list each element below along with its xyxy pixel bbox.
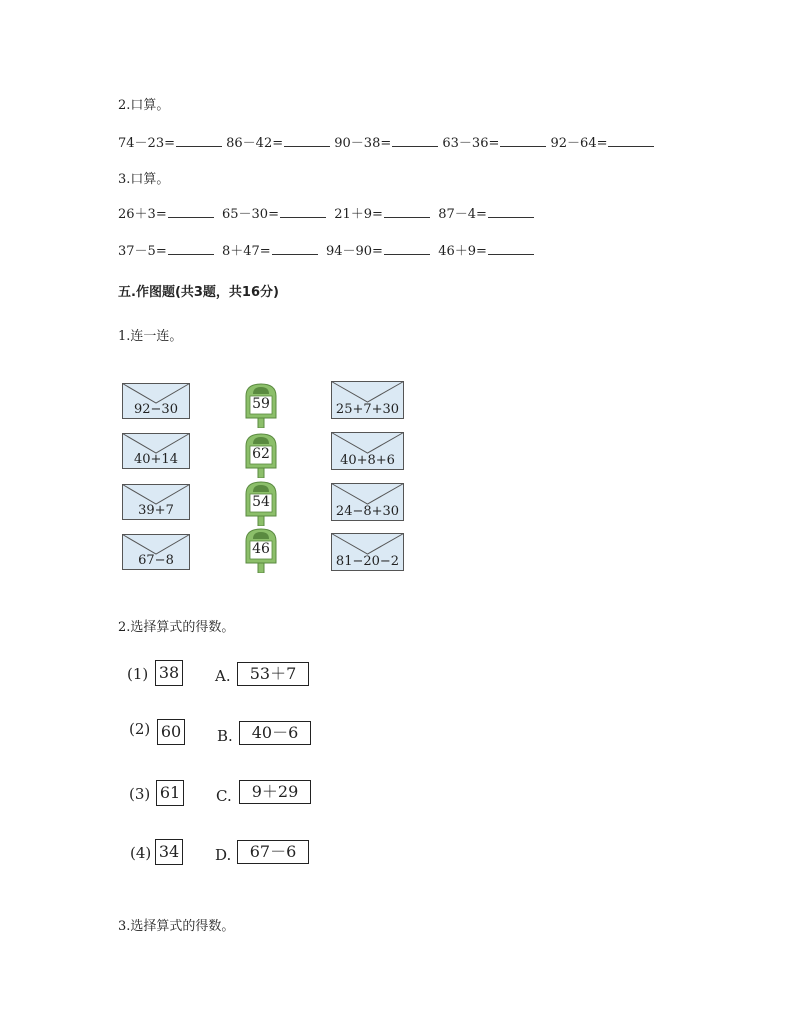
q3-title: 3.口算。 (118, 172, 170, 187)
envelope-right-1[interactable] (331, 381, 404, 419)
answer-blank[interactable] (280, 216, 326, 218)
envelope-label: 40+8+6 (340, 453, 395, 468)
envelope-label: 39+7 (138, 503, 174, 518)
choose-number-box[interactable]: 38 (155, 660, 183, 686)
envelope-left-3[interactable] (122, 484, 190, 520)
q2-equations (118, 132, 654, 151)
envelope-left-2[interactable] (122, 433, 190, 469)
mailbox-number: 54 (252, 494, 270, 510)
q2-title: 2.口算。 (118, 98, 170, 113)
mailbox-1[interactable] (243, 382, 279, 428)
choose3-title: 3.选择算式的得数。 (118, 919, 235, 934)
answer-blank[interactable] (608, 145, 654, 147)
mailbox-number: 46 (252, 541, 270, 557)
mailbox-2[interactable] (243, 432, 279, 478)
equation: 46＋9= (438, 244, 487, 259)
q3-row1 (118, 203, 534, 222)
equation: 21＋9= (334, 207, 383, 222)
equation: 74－23= (118, 136, 175, 151)
equation: 65－30= (221, 207, 279, 222)
envelope-label: 81−20−2 (335, 554, 400, 569)
choose-index: (3) (129, 785, 151, 803)
choose-number-box[interactable]: 34 (155, 839, 183, 865)
mailbox-number: 59 (252, 396, 270, 412)
equation: 94－90= (325, 244, 383, 259)
envelope-label: 40+14 (134, 452, 178, 467)
option-expression-box[interactable]: 67－6 (237, 840, 309, 864)
equation: 63－36= (442, 136, 500, 151)
equation: 92－64= (550, 136, 608, 151)
answer-blank[interactable] (384, 253, 430, 255)
q3-row2 (118, 240, 534, 259)
option-expression-box[interactable]: 9＋29 (239, 780, 311, 804)
answer-blank[interactable] (272, 253, 318, 255)
option-letter: A. (215, 667, 231, 685)
section-heading: 五.作图题(共3题，共16分) (118, 285, 279, 300)
choose-number-box[interactable]: 61 (156, 780, 184, 806)
choose-index: (1) (127, 665, 149, 683)
option-letter: C. (216, 787, 232, 805)
equation: 26＋3= (118, 207, 167, 222)
envelope-left-4[interactable] (122, 534, 190, 570)
envelope-right-3[interactable] (331, 483, 404, 521)
envelope-label: 25+7+30 (335, 402, 400, 417)
connect-title: 1.连一连。 (118, 329, 183, 344)
envelope-right-2[interactable] (331, 432, 404, 470)
envelope-left-1[interactable] (122, 383, 190, 419)
equation: 37－5= (118, 244, 167, 259)
answer-blank[interactable] (392, 145, 438, 147)
mailbox-number: 62 (252, 446, 270, 462)
choose-title: 2.选择算式的得数。 (118, 620, 235, 635)
answer-blank[interactable] (168, 216, 214, 218)
answer-blank[interactable] (488, 253, 534, 255)
answer-blank[interactable] (488, 216, 534, 218)
answer-blank[interactable] (284, 145, 330, 147)
equation: 90－38= (334, 136, 392, 151)
answer-blank[interactable] (176, 145, 222, 147)
answer-blank[interactable] (500, 145, 546, 147)
mailbox-3[interactable] (243, 480, 279, 526)
answer-blank[interactable] (384, 216, 430, 218)
option-expression-box[interactable]: 40－6 (239, 721, 311, 745)
equation: 8＋47= (221, 244, 271, 259)
choose-number-box[interactable]: 60 (157, 719, 185, 745)
envelope-right-4[interactable] (331, 533, 404, 571)
envelope-label: 92−30 (134, 402, 178, 417)
envelope-label: 67−8 (138, 553, 174, 568)
option-letter: D. (215, 846, 232, 864)
equation: 86－42= (226, 136, 284, 151)
envelope-label: 24−8+30 (335, 504, 400, 519)
option-expression-box[interactable]: 53＋7 (237, 662, 309, 686)
answer-blank[interactable] (168, 253, 214, 255)
mailbox-4[interactable] (243, 527, 279, 573)
option-letter: B. (217, 727, 233, 745)
choose-index: (4) (130, 844, 152, 862)
equation: 87－4= (438, 207, 487, 222)
choose-index: (2) (129, 720, 151, 738)
